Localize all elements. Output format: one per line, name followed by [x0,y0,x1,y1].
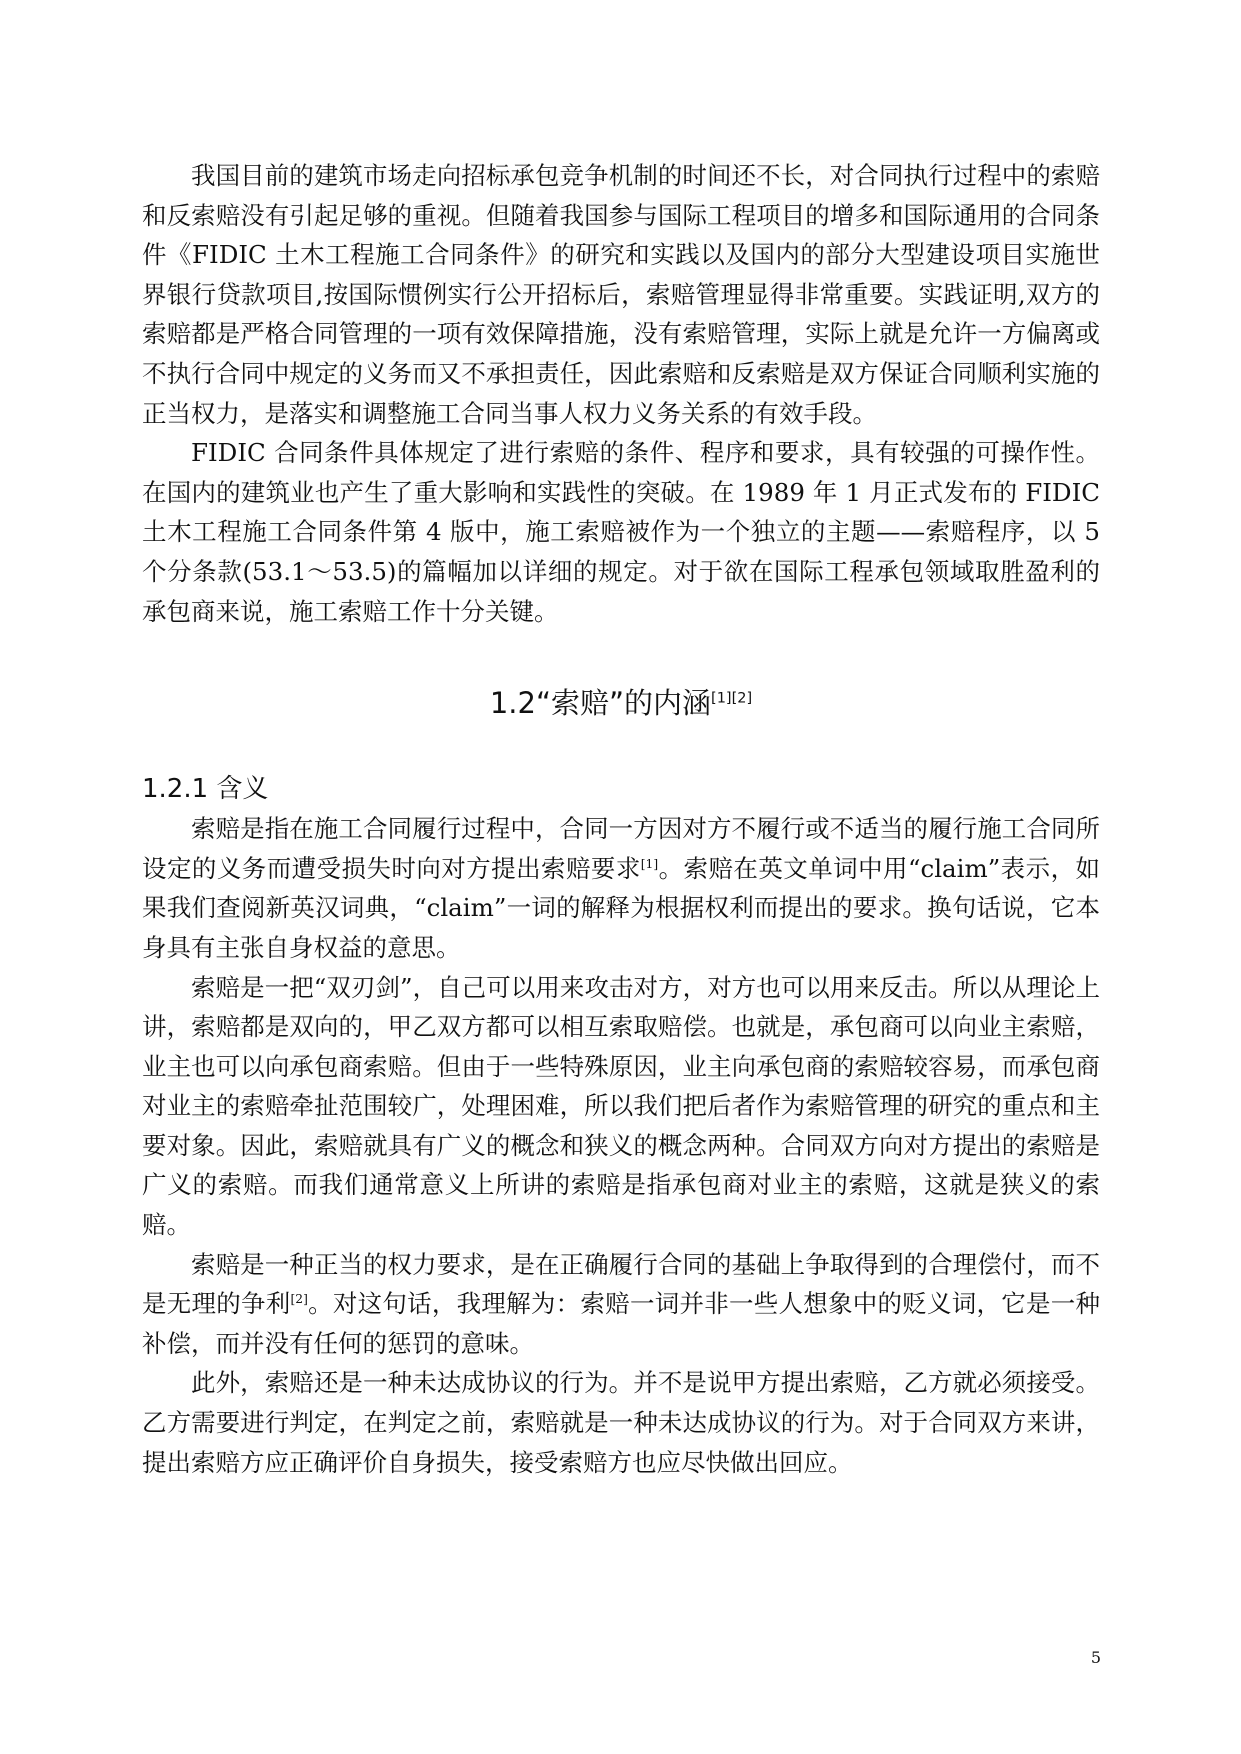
paragraph-legitimate-right [142,1245,1100,1364]
paragraph-definition-text-b: 。索赔在英文单词中用“claim”表示，如果我们查阅新英汉词典，“claim”一词的解释为根据权利而提出的要求。换句话说，它本身具有主张自身权益的意思。 [142,853,1101,962]
section-heading [142,683,1100,723]
paragraph-agreement: 此外，索赔还是一种未达成协议的行为。并不是说甲方提出索赔，乙方就必须接受。乙方需要进行判定，在判定之前，索赔就是一种未达成协议的行为。对于合同双方来讲，提出索赔方应正确评价自身损失，接受索赔方也应尽快做出回应。 [142,1368,1100,1477]
page-number: 5 [1090,1648,1101,1667]
subsection-heading: 1.2.1 含义 [142,774,269,805]
page-content [142,156,1100,1482]
paragraph-legitimate-right-text-b: 。对这句话，我理解为：索赔一词并非一些人想象中的贬义词，它是一种补偿，而并没有任何的惩罚的意味。 [142,1289,1101,1358]
section-heading-refs: [1][2] [711,690,753,707]
citation-ref-2: [2] [290,1292,308,1307]
citation-ref-1: [1] [640,856,659,871]
paragraph-definition [142,809,1100,967]
paragraph-legitimate-right-text-a: 索赔是一种正当的权力要求，是在正确履行合同的基础上争取得到的合理偿付，而不是无理的争利 [142,1249,1100,1319]
paragraph-intro-2: FIDIC 合同条件具体规定了进行索赔的条件、程序和要求，具有较强的可操作性。在国内的建筑业也产生了重大影响和实践性的突破。在 1989 年 1 月正式发布的 FIDIC 土木工程施工合同条件第 4 版中，施工索赔被作为一个独立的主题——索赔程序，以 5 个分条款(53.1～53.5)的篇幅加以详细的规定。对于欲在国际工程承包领域取胜盈利的承包商来说，施工索赔工作十分关键。 [142,438,1100,626]
section-heading-text: 1.2“索赔”的内涵 [489,686,712,721]
paragraph-double-edged: 索赔是一把“双刃剑”，自己可以用来攻击对方，对方也可以用来反击。所以从理论上讲，索赔都是双向的，甲乙双方都可以相互索取赔偿。也就是，承包商可以向业主索赔，业主也可以向承包商索赔。但由于一些特殊原因，业主向承包商的索赔较容易，而承包商对业主的索赔牵扯范围较广，处理困难，所以我们把后者作为索赔管理的研究的重点和主要对象。因此，索赔就具有广义的概念和狭义的概念两种。合同双方向对方提出的索赔是广义的索赔。而我们通常意义上所讲的索赔是指承包商对业主的索赔，这就是狭义的索赔。 [142,972,1100,1240]
paragraph-definition-text-a: 索赔是指在施工合同履行过程中，合同一方因对方不履行或不适当的履行施工合同所设定的义务而遭受损失时向对方提出索赔要求 [142,814,1100,883]
paragraph-intro-1: 我国目前的建筑市场走向招标承包竞争机制的时间还不长，对合同执行过程中的索赔和反索赔没有引起足够的重视。但随着我国参与国际工程项目的增多和国际通用的合同条件《FIDIC 土木工程施工合同条件》的研究和实践以及国内的部分大型建设项目实施世界银行贷款项目,按国际惯例实行公开招标后，索赔管理显得非常重要。实践证明,双方的索赔都是严格合同管理的一项有效保障措施，没有索赔管理，实际上就是允许一方偏离或不执行合同中规定的义务而又不承担责任，因此索赔和反索赔是双方保证合同顺利实施的正当权力，是落实和调整施工合同当事人权力义务关系的有效手段。 [142,161,1100,428]
